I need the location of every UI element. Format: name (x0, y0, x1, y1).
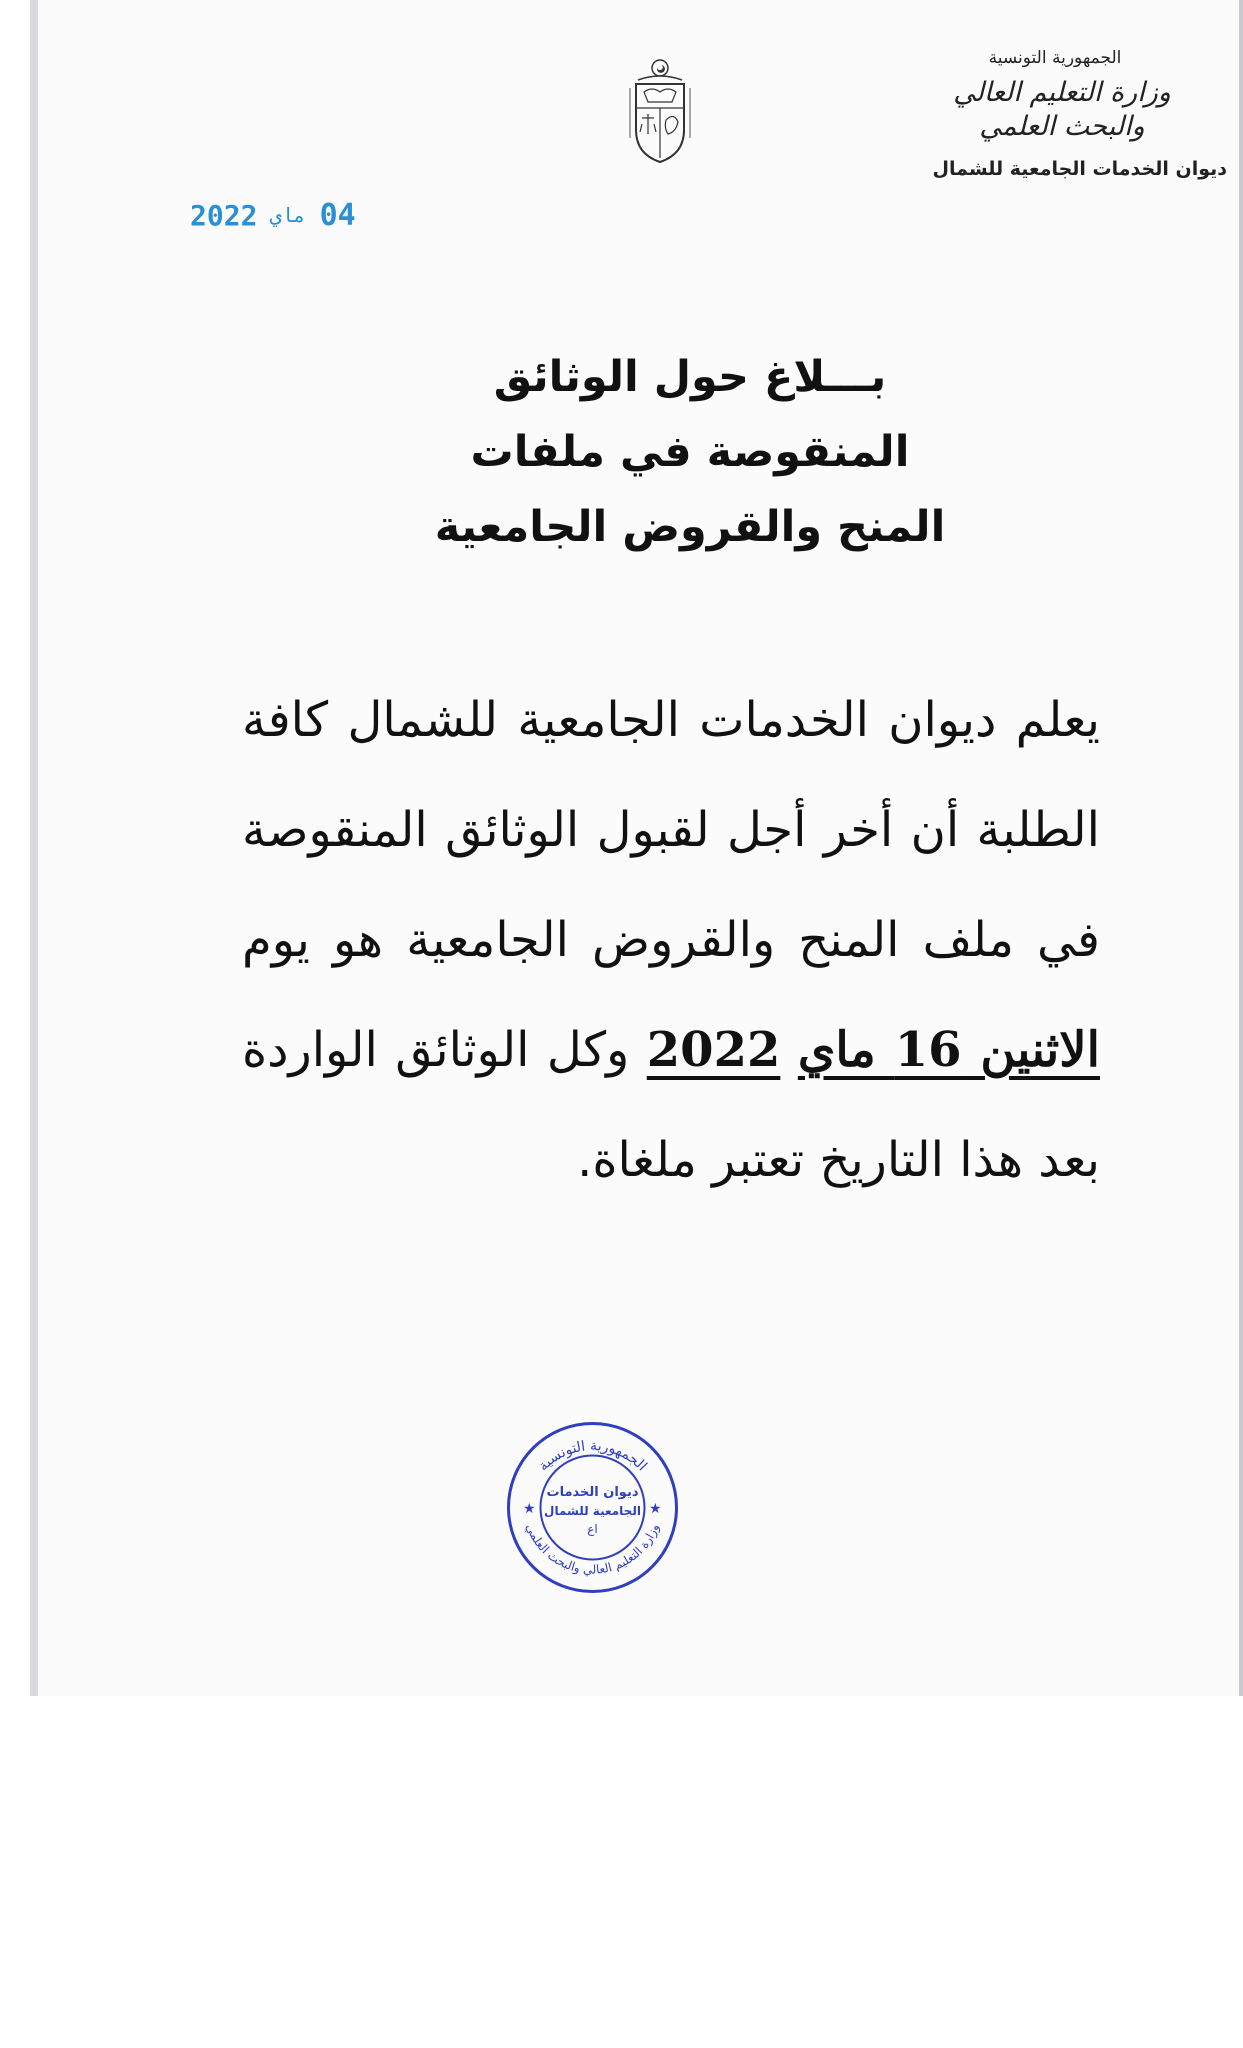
seal-outer-bottom: وزارة التعليم العالي والبحث العلمي (523, 1521, 662, 1577)
coat-of-arms-icon (628, 58, 692, 166)
republic-name: الجمهورية التونسية (988, 48, 1122, 68)
seal-outer-top: الجمهورية التونسية (535, 1438, 650, 1475)
stamp-year: 2022 (190, 199, 258, 232)
letterhead (915, 48, 1235, 180)
ministry-line-2: والبحث العلمي (979, 111, 1145, 142)
received-date-stamp (190, 198, 356, 233)
scanned-page (30, 0, 1243, 1696)
official-seal-stamp (505, 1420, 680, 1595)
seal-inner-line-1: ديوان الخدمات (546, 1485, 639, 1500)
seal-inner-line-2: الجامعية للشمال (544, 1504, 641, 1518)
seal-inner-line-3: اع (587, 1522, 598, 1536)
stamp-day: 04 (319, 198, 356, 233)
scan-left-edge (30, 0, 38, 1696)
ministry-name (915, 76, 1209, 144)
ministry-line-1: وزارة التعليم العالي (953, 77, 1171, 108)
body-text-after: وكل الوثائق الواردة بعد هذا التاريخ تعتبر ملغاة. (242, 1022, 1100, 1188)
seal-star-left-icon: ★ (523, 1501, 536, 1517)
scan-right-edge (1239, 0, 1243, 1696)
deadline-day: الاثنين 16 ماي (797, 1022, 1100, 1078)
title-line-1: بـــلاغ حول الوثائق (493, 352, 887, 402)
seal-star-right-icon: ★ (649, 1501, 662, 1517)
stamp-month: ماي (269, 203, 306, 227)
office-name: ديوان الخدمات الجامعية للشمال (932, 158, 1227, 180)
body-text-before: يعلم ديوان الخدمات الجامعية للشمال كافة الطلبة أن أخر أجل لقبول الوثائق المنقوصة في ملف المنح والقروض الجامعية هو يوم (242, 692, 1100, 968)
title-line-2: المنقوصة في ملفات (470, 427, 910, 477)
deadline-year: 2022 (646, 1022, 781, 1078)
title-line-3: المنح والقروض الجامعية (434, 502, 946, 552)
announcement-body (242, 665, 1100, 1215)
announcement-title (410, 340, 970, 565)
